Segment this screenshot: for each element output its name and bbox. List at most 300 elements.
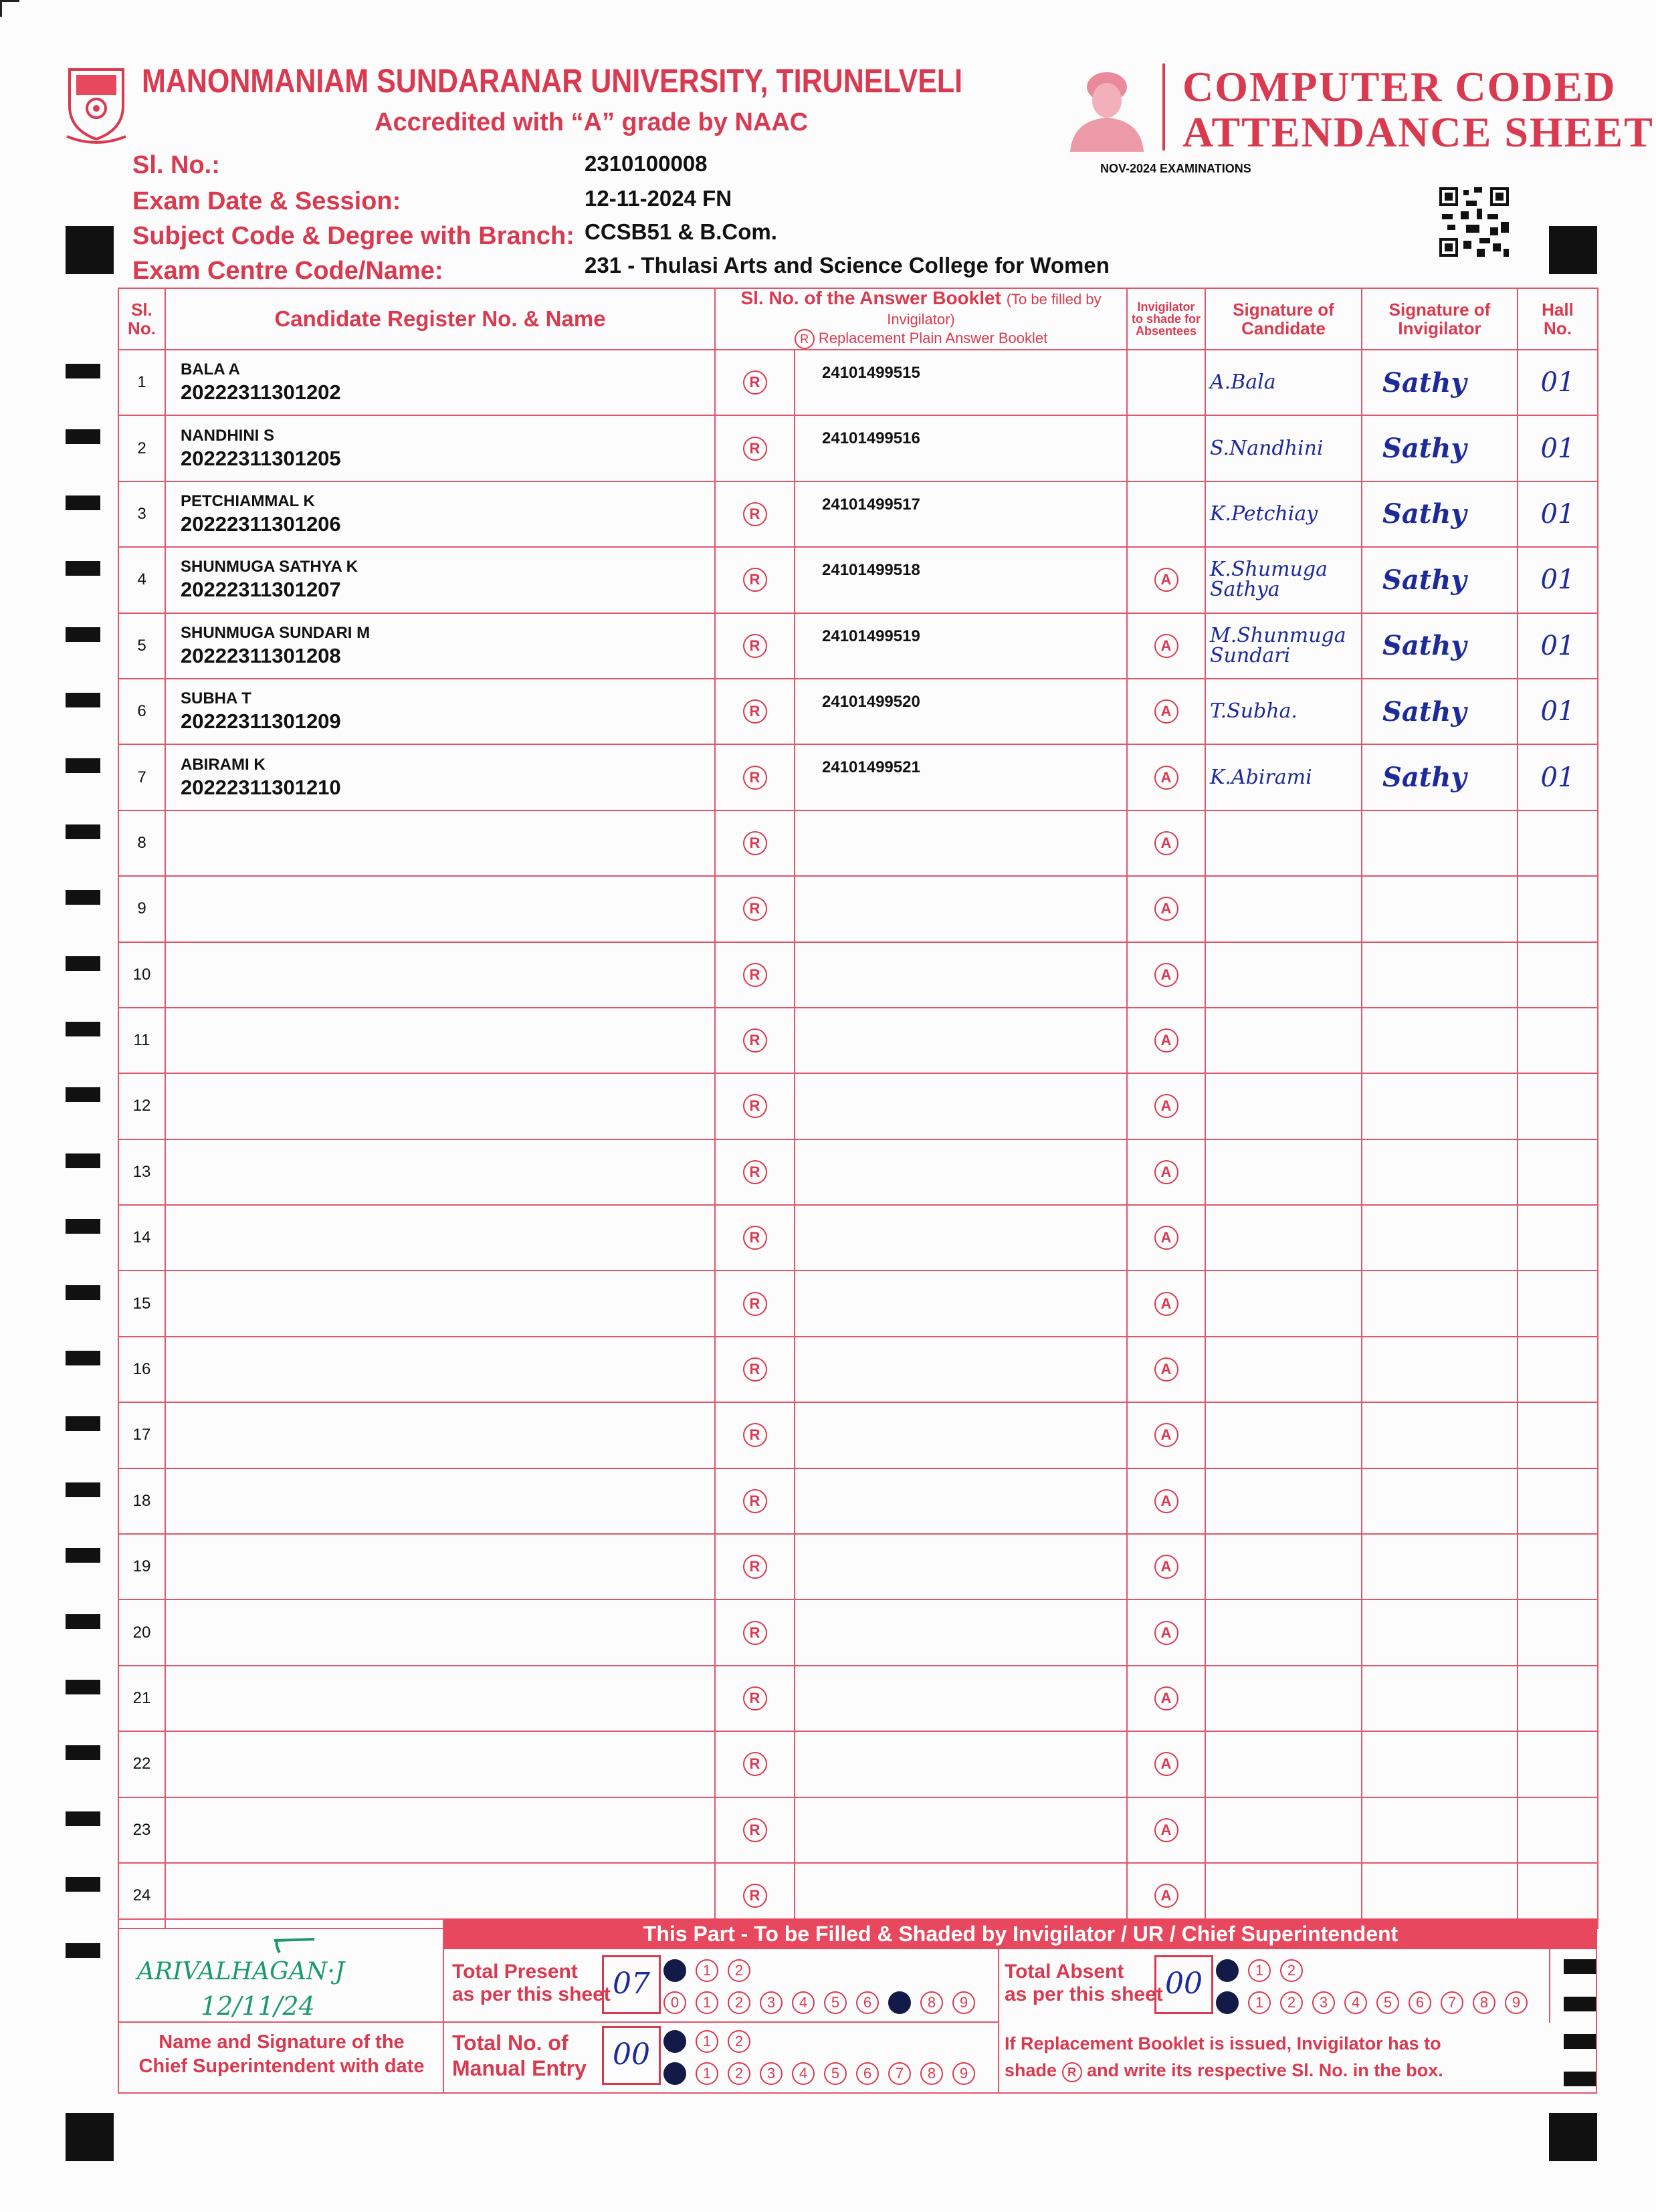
total-absent-tens-bubbles[interactable] bbox=[1216, 1959, 1312, 1982]
digit-bubble[interactable]: 8 bbox=[920, 1991, 943, 2014]
digit-bubble[interactable]: 5 bbox=[824, 1991, 847, 2014]
replacement-bubble[interactable]: R bbox=[743, 634, 767, 658]
candidate-register-no: 20222311301209 bbox=[181, 709, 341, 734]
exam-date-label: Exam Date & Session: bbox=[132, 187, 401, 215]
replacement-bubble-cell[interactable] bbox=[715, 1139, 795, 1205]
table-row bbox=[118, 415, 1598, 481]
digit-bubble[interactable]: 0 bbox=[1216, 1959, 1239, 1982]
header-invigilator-absentees: Invigilator to shade for Absentees bbox=[1127, 288, 1205, 350]
table-row bbox=[118, 810, 1598, 876]
digit-bubble[interactable]: 9 bbox=[1505, 1991, 1528, 2014]
subject-label: Subject Code & Degree with Branch: bbox=[132, 222, 575, 250]
digit-bubble[interactable]: 0 bbox=[663, 2062, 686, 2085]
hall-no bbox=[1518, 1205, 1598, 1270]
invigilator-signature: Sathy bbox=[1362, 744, 1518, 810]
candidate-cell bbox=[165, 1599, 715, 1665]
timing-mark bbox=[66, 1943, 100, 1958]
digit-bubble[interactable]: 9 bbox=[952, 1991, 975, 2014]
booklet-no[interactable] bbox=[795, 1073, 1127, 1139]
replacement-bubble[interactable]: R bbox=[743, 1226, 767, 1250]
digit-bubble[interactable]: 0 bbox=[663, 1991, 686, 2014]
digit-bubble[interactable]: 1 bbox=[1248, 1959, 1271, 1982]
digit-bubble[interactable]: 4 bbox=[792, 2062, 815, 2085]
table-row bbox=[118, 350, 1598, 415]
replacement-bubble[interactable]: R bbox=[743, 1555, 767, 1579]
subject-value: CCSB51 & B.Com. bbox=[585, 219, 777, 244]
booklet-no[interactable] bbox=[795, 1731, 1127, 1797]
absentee-bubble[interactable]: A bbox=[1154, 1028, 1178, 1053]
replacement-bubble[interactable]: R bbox=[743, 502, 767, 526]
candidate-name: SHUNMUGA SATHYA K bbox=[181, 558, 358, 576]
booklet-no[interactable] bbox=[795, 1402, 1127, 1468]
total-present-tens-bubbles[interactable] bbox=[663, 1959, 760, 1982]
table-row bbox=[118, 613, 1598, 679]
replacement-bubble-cell[interactable] bbox=[715, 744, 795, 810]
replacement-bubble-cell[interactable] bbox=[715, 1402, 795, 1468]
digit-bubble[interactable]: 2 bbox=[1280, 1959, 1303, 1982]
timing-mark bbox=[66, 1219, 100, 1234]
absentee-bubble-cell[interactable] bbox=[1127, 876, 1205, 942]
replacement-bubble-cell[interactable] bbox=[715, 1534, 795, 1599]
absentee-bubble[interactable]: A bbox=[1154, 831, 1178, 855]
timing-mark bbox=[66, 1548, 100, 1563]
replacement-bubble[interactable]: R bbox=[743, 1357, 767, 1381]
booklet-no[interactable] bbox=[795, 1008, 1127, 1073]
table-row bbox=[118, 942, 1598, 1008]
absentee-bubble-cell[interactable] bbox=[1127, 679, 1205, 744]
absentee-bubble-cell[interactable] bbox=[1127, 744, 1205, 810]
absentee-bubble-cell[interactable] bbox=[1127, 1402, 1205, 1468]
absentee-bubble[interactable]: A bbox=[1154, 1621, 1178, 1645]
replacement-bubble[interactable]: R bbox=[743, 1094, 767, 1118]
centre-value: 231 - Thulasi Arts and Science College for Women bbox=[585, 253, 1110, 278]
candidate-signature bbox=[1205, 1534, 1362, 1599]
booklet-no[interactable] bbox=[795, 1139, 1127, 1205]
booklet-no[interactable]: 24101499519 bbox=[795, 613, 1127, 679]
absentee-bubble[interactable]: A bbox=[1154, 1884, 1178, 1908]
invigilator-signature: Sathy bbox=[1362, 350, 1518, 415]
absentee-bubble-cell[interactable] bbox=[1127, 1666, 1205, 1731]
candidate-cell bbox=[165, 481, 715, 547]
replacement-bubble[interactable]: R bbox=[743, 1621, 767, 1645]
r-icon: R bbox=[1062, 2062, 1082, 2082]
digit-bubble[interactable]: 5 bbox=[824, 2062, 847, 2085]
candidate-cell bbox=[165, 876, 715, 942]
candidate-cell bbox=[165, 547, 715, 613]
replacement-bubble[interactable]: R bbox=[743, 897, 767, 921]
hall-no bbox=[1518, 1402, 1598, 1468]
invigilator-signature bbox=[1362, 876, 1518, 942]
candidate-register-no: 20222311301208 bbox=[181, 643, 341, 667]
digit-bubble[interactable]: 1 bbox=[696, 1991, 718, 2014]
absentee-bubble-cell[interactable] bbox=[1127, 1270, 1205, 1336]
candidate-signature bbox=[1205, 810, 1362, 876]
replacement-bubble[interactable]: R bbox=[743, 370, 767, 395]
digit-bubble[interactable]: 2 bbox=[728, 2062, 750, 2085]
registration-mark bbox=[1549, 2113, 1597, 2161]
candidate-cell bbox=[165, 1468, 715, 1534]
absentee-bubble-cell[interactable] bbox=[1127, 1139, 1205, 1205]
row-sl-no: 13 bbox=[118, 1139, 165, 1205]
replacement-bubble-cell[interactable] bbox=[715, 1270, 795, 1336]
table-row bbox=[118, 876, 1598, 942]
invigilator-signature bbox=[1362, 1205, 1518, 1270]
digit-bubble[interactable]: 0 bbox=[1216, 1991, 1239, 2014]
table-row bbox=[118, 1534, 1598, 1599]
hall-no: 01 bbox=[1518, 679, 1598, 744]
digit-bubble[interactable]: 0 bbox=[663, 2030, 686, 2053]
invigilator-signature: Sathy bbox=[1362, 547, 1518, 613]
replacement-bubble-cell[interactable] bbox=[715, 1008, 795, 1073]
qr-code-icon bbox=[1439, 187, 1509, 257]
digit-bubble[interactable]: 7 bbox=[888, 2062, 911, 2085]
table-row bbox=[118, 547, 1598, 613]
replacement-bubble-cell[interactable] bbox=[715, 1599, 795, 1665]
invigilator-signature: Sathy bbox=[1362, 679, 1518, 744]
row-sl-no: 5 bbox=[118, 613, 165, 679]
absentee-bubble-cell[interactable] bbox=[1127, 942, 1205, 1008]
digit-bubble[interactable]: 5 bbox=[1376, 1991, 1399, 2014]
replacement-bubble-cell[interactable] bbox=[715, 1666, 795, 1731]
replacement-bubble[interactable]: R bbox=[743, 1423, 767, 1447]
booklet-no[interactable] bbox=[795, 1797, 1127, 1863]
absentee-bubble-cell[interactable] bbox=[1127, 1468, 1205, 1534]
panel-mid-vline bbox=[998, 1949, 999, 2023]
candidate-signature: S.Nandhini bbox=[1205, 415, 1362, 481]
replacement-bubble-cell[interactable] bbox=[715, 876, 795, 942]
replacement-bubble-cell[interactable] bbox=[715, 1073, 795, 1139]
absentee-bubble[interactable]: A bbox=[1154, 897, 1178, 921]
booklet-no[interactable] bbox=[795, 1666, 1127, 1731]
panel-title: This Part - To be Filled & Shaded by Invigilator / UR / Chief Superintendent bbox=[444, 1918, 1597, 1949]
replacement-bubble[interactable]: R bbox=[743, 1160, 767, 1184]
hall-no bbox=[1518, 876, 1598, 942]
row-sl-no: 16 bbox=[118, 1337, 165, 1402]
manual-box-outline bbox=[444, 2021, 999, 2094]
absentee-bubble[interactable]: A bbox=[1154, 766, 1178, 790]
replacement-bubble-cell[interactable] bbox=[715, 481, 795, 547]
replacement-bubble[interactable]: R bbox=[743, 766, 767, 790]
replacement-bubble[interactable]: R bbox=[743, 1292, 767, 1316]
booklet-no[interactable]: 24101499516 bbox=[795, 415, 1127, 481]
invigilator-signature bbox=[1362, 1468, 1518, 1534]
booklet-no[interactable] bbox=[795, 1337, 1127, 1402]
exam-session-label: NOV-2024 EXAMINATIONS bbox=[1100, 162, 1251, 175]
absentee-bubble-cell[interactable] bbox=[1127, 1073, 1205, 1139]
booklet-no[interactable]: 24101499517 bbox=[795, 481, 1127, 547]
booklet-no[interactable]: 24101499515 bbox=[795, 350, 1127, 415]
row-sl-no: 1 bbox=[118, 350, 165, 415]
booklet-no[interactable]: 24101499520 bbox=[795, 679, 1127, 744]
row-sl-no: 18 bbox=[118, 1468, 165, 1534]
replacement-bubble-cell[interactable] bbox=[715, 679, 795, 744]
timing-mark bbox=[66, 1416, 100, 1431]
candidate-signature bbox=[1205, 876, 1362, 942]
table-row bbox=[118, 1205, 1598, 1270]
replacement-bubble-cell[interactable] bbox=[715, 415, 795, 481]
invigilator-signature bbox=[1362, 942, 1518, 1008]
candidate-cell bbox=[165, 679, 715, 744]
candidate-signature: K.Abirami bbox=[1205, 744, 1362, 810]
absentee-bubble[interactable]: A bbox=[1154, 568, 1178, 592]
booklet-no[interactable] bbox=[795, 942, 1127, 1008]
row-sl-no: 2 bbox=[118, 415, 165, 481]
digit-bubble[interactable]: 1 bbox=[1248, 1991, 1271, 2014]
absentee-bubble[interactable]: A bbox=[1154, 1094, 1178, 1118]
invigilator-signature bbox=[1362, 1337, 1518, 1402]
booklet-no[interactable] bbox=[795, 1270, 1127, 1336]
booklet-no[interactable] bbox=[795, 1599, 1127, 1665]
row-sl-no: 21 bbox=[118, 1666, 165, 1731]
absentee-bubble[interactable]: A bbox=[1154, 634, 1178, 658]
sl-no-label: Sl. No.: bbox=[132, 151, 220, 179]
digit-bubble[interactable]: 3 bbox=[760, 1991, 783, 2014]
absentee-bubble-cell[interactable] bbox=[1127, 1534, 1205, 1599]
founder-portrait-icon bbox=[1063, 62, 1150, 152]
candidate-signature bbox=[1205, 1666, 1362, 1731]
exam-date-value: 12-11-2024 FN bbox=[585, 186, 732, 211]
chief-signature-date: 12/11/24 bbox=[201, 1991, 315, 2021]
timing-mark bbox=[66, 364, 100, 378]
table-row bbox=[118, 679, 1598, 744]
candidate-signature bbox=[1205, 1270, 1362, 1336]
university-emblem-icon bbox=[66, 64, 127, 144]
hall-no bbox=[1518, 1599, 1598, 1665]
booklet-no[interactable]: 24101499521 bbox=[795, 744, 1127, 810]
digit-bubble[interactable]: 2 bbox=[728, 1959, 750, 1982]
absentee-bubble[interactable]: A bbox=[1154, 1752, 1178, 1776]
table-row bbox=[118, 1731, 1598, 1797]
digit-bubble[interactable]: 2 bbox=[728, 1991, 750, 2014]
replacement-bubble-cell[interactable] bbox=[715, 810, 795, 876]
hall-no bbox=[1518, 1139, 1598, 1205]
replacement-bubble[interactable]: R bbox=[743, 1028, 767, 1053]
digit-bubble[interactable]: 7 bbox=[888, 1991, 911, 2014]
absentee-bubble-cell[interactable] bbox=[1127, 810, 1205, 876]
absentee-bubble-cell[interactable] bbox=[1127, 1337, 1205, 1402]
digit-bubble[interactable]: 4 bbox=[1344, 1991, 1367, 2014]
timing-mark bbox=[66, 1087, 100, 1102]
hall-no bbox=[1518, 810, 1598, 876]
digit-bubble[interactable]: 8 bbox=[920, 2062, 943, 2085]
hall-no: 01 bbox=[1518, 744, 1598, 810]
candidate-signature: K.Shumuga Sathya bbox=[1205, 547, 1362, 613]
replacement-bubble[interactable]: R bbox=[743, 437, 767, 461]
invigilator-signature bbox=[1362, 1270, 1518, 1336]
absentee-bubble[interactable]: A bbox=[1154, 963, 1178, 987]
digit-bubble[interactable]: 6 bbox=[1409, 1991, 1431, 2014]
replacement-bubble-cell[interactable] bbox=[715, 547, 795, 613]
digit-bubble[interactable]: 1 bbox=[696, 2030, 718, 2053]
digit-bubble[interactable]: 6 bbox=[856, 2062, 879, 2085]
absentee-bubble-cell[interactable] bbox=[1127, 547, 1205, 613]
absentee-bubble[interactable]: A bbox=[1154, 1489, 1178, 1513]
candidate-cell bbox=[165, 1666, 715, 1731]
candidate-signature bbox=[1205, 1205, 1362, 1270]
timing-mark bbox=[66, 1285, 100, 1300]
absentee-bubble[interactable]: A bbox=[1154, 1226, 1178, 1250]
candidate-cell bbox=[165, 1337, 715, 1402]
chief-signature-name: ARIVALHAGAN·J bbox=[137, 1958, 345, 1985]
replacement-bubble-cell[interactable] bbox=[715, 1797, 795, 1863]
absentee-bubble[interactable]: A bbox=[1154, 1686, 1178, 1710]
manual-entry-box[interactable]: 00 bbox=[602, 2026, 661, 2085]
booklet-no[interactable]: 24101499518 bbox=[795, 547, 1127, 613]
header-booklet: Sl. No. of the Answer Booklet (To be filled by Invigilator) R Replacement Plain Answer Booklet bbox=[715, 288, 1127, 350]
sheet-title-line-2: ATTENDANCE SHEET bbox=[1182, 108, 1654, 156]
replacement-bubble[interactable]: R bbox=[743, 831, 767, 855]
absentee-bubble-cell[interactable] bbox=[1127, 1797, 1205, 1863]
row-sl-no: 23 bbox=[118, 1797, 165, 1863]
replacement-bubble-cell[interactable] bbox=[715, 942, 795, 1008]
hall-no bbox=[1518, 1008, 1598, 1073]
absentee-bubble[interactable]: A bbox=[1154, 1160, 1178, 1184]
candidate-register-no: 20222311301202 bbox=[181, 380, 341, 405]
replacement-bubble[interactable]: R bbox=[743, 1686, 767, 1710]
timing-mark bbox=[66, 1153, 100, 1168]
row-sl-no: 15 bbox=[118, 1270, 165, 1336]
absentee-bubble[interactable]: A bbox=[1154, 699, 1178, 724]
row-sl-no: 20 bbox=[118, 1599, 165, 1665]
candidate-register-no: 20222311301205 bbox=[181, 446, 341, 470]
timing-mark bbox=[66, 956, 100, 971]
sheet-title bbox=[1182, 64, 1654, 155]
header-sl-no: Sl. No. bbox=[118, 288, 165, 350]
replacement-bubble[interactable]: R bbox=[743, 568, 767, 592]
header-signature-candidate: Signature of Candidate bbox=[1205, 288, 1362, 350]
hall-no bbox=[1518, 1666, 1598, 1731]
hall-no bbox=[1518, 942, 1598, 1008]
replacement-bubble[interactable]: R bbox=[743, 1752, 767, 1776]
header-signature-invigilator: Signature of Invigilator bbox=[1362, 288, 1518, 350]
absentee-bubble-cell[interactable] bbox=[1127, 1599, 1205, 1665]
chief-label: Name and Signature of the Chief Superintendent with date bbox=[138, 2031, 425, 2077]
digit-bubble[interactable]: 1 bbox=[696, 2062, 718, 2085]
booklet-no[interactable] bbox=[795, 1468, 1127, 1534]
candidate-cell bbox=[165, 1797, 715, 1863]
absentee-bubble-cell[interactable] bbox=[1127, 613, 1205, 679]
replacement-bubble[interactable]: R bbox=[743, 1818, 767, 1842]
row-sl-no: 4 bbox=[118, 547, 165, 613]
absentee-bubble[interactable]: A bbox=[1154, 1357, 1178, 1381]
total-present-box[interactable]: 07 bbox=[602, 1955, 661, 2014]
candidate-cell bbox=[165, 1008, 715, 1073]
absentee-bubble[interactable]: A bbox=[1154, 1292, 1178, 1316]
table-row bbox=[118, 1008, 1598, 1073]
candidate-signature bbox=[1205, 1073, 1362, 1139]
attendance-table bbox=[118, 288, 1597, 1917]
digit-bubble[interactable]: 3 bbox=[760, 2062, 783, 2085]
candidate-signature bbox=[1205, 1599, 1362, 1665]
absentee-bubble-cell[interactable] bbox=[1127, 1731, 1205, 1797]
row-sl-no: 14 bbox=[118, 1205, 165, 1270]
booklet-no[interactable] bbox=[795, 810, 1127, 876]
total-absent-units-bubbles[interactable] bbox=[1216, 1991, 1537, 2014]
absentee-bubble-cell[interactable] bbox=[1127, 415, 1205, 481]
replacement-bubble-cell[interactable] bbox=[715, 1731, 795, 1797]
digit-bubble[interactable]: 2 bbox=[1280, 1991, 1303, 2014]
replacement-bubble-cell[interactable] bbox=[715, 1205, 795, 1270]
digit-bubble[interactable]: 2 bbox=[728, 2030, 750, 2053]
digit-bubble[interactable]: 8 bbox=[1473, 1991, 1495, 2014]
table-row bbox=[118, 1402, 1598, 1468]
timing-mark bbox=[66, 890, 100, 905]
row-sl-no: 11 bbox=[118, 1008, 165, 1073]
booklet-no[interactable] bbox=[795, 1205, 1127, 1270]
absentee-bubble[interactable]: A bbox=[1154, 1818, 1178, 1842]
table-row bbox=[118, 1666, 1598, 1731]
registration-mark bbox=[66, 2113, 114, 2161]
candidate-signature bbox=[1205, 942, 1362, 1008]
row-sl-no: 9 bbox=[118, 876, 165, 942]
absentee-bubble-cell[interactable] bbox=[1127, 1008, 1205, 1073]
row-sl-no: 8 bbox=[118, 810, 165, 876]
candidate-cell bbox=[165, 1139, 715, 1205]
booklet-no[interactable] bbox=[795, 1534, 1127, 1599]
total-absent-box[interactable]: 00 bbox=[1154, 1955, 1213, 2014]
absentee-bubble[interactable]: A bbox=[1154, 1555, 1178, 1579]
timing-mark bbox=[66, 1745, 100, 1760]
digit-bubble[interactable]: 6 bbox=[856, 1991, 879, 2014]
digit-bubble[interactable]: 1 bbox=[696, 1959, 718, 1982]
registration-mark bbox=[66, 226, 114, 274]
candidate-register-no: 20222311301206 bbox=[181, 512, 341, 536]
table-row bbox=[118, 1139, 1598, 1205]
replacement-bubble-cell[interactable] bbox=[715, 1337, 795, 1402]
candidate-signature: K.Petchiay bbox=[1205, 481, 1362, 547]
digit-bubble[interactable]: 9 bbox=[952, 2062, 975, 2085]
replacement-bubble[interactable]: R bbox=[743, 1489, 767, 1513]
candidate-signature: M.Shunmuga Sundari bbox=[1205, 613, 1362, 679]
timing-mark bbox=[66, 1614, 100, 1629]
row-sl-no: 10 bbox=[118, 942, 165, 1008]
hall-no bbox=[1518, 1337, 1598, 1402]
replacement-bubble-cell[interactable] bbox=[715, 613, 795, 679]
digit-bubble[interactable]: 4 bbox=[792, 1991, 815, 2014]
replacement-bubble[interactable]: R bbox=[743, 1884, 767, 1908]
timing-mark bbox=[66, 1680, 100, 1694]
invigilator-signature bbox=[1362, 1666, 1518, 1731]
digit-bubble[interactable]: 3 bbox=[1312, 1991, 1335, 2014]
booklet-no[interactable] bbox=[795, 876, 1127, 942]
hall-no bbox=[1518, 1468, 1598, 1534]
chief-box-hline bbox=[118, 2021, 444, 2023]
candidate-name: PETCHIAMMAL K bbox=[181, 491, 315, 510]
replacement-bubble[interactable]: R bbox=[743, 699, 767, 724]
header-hall-no: Hall No. bbox=[1518, 288, 1598, 350]
manual-entry-label: Total No. of Manual Entry bbox=[452, 2031, 587, 2080]
absentee-bubble-cell[interactable] bbox=[1127, 481, 1205, 547]
candidate-cell bbox=[165, 415, 715, 481]
hall-no: 01 bbox=[1518, 350, 1598, 415]
candidate-cell bbox=[165, 350, 715, 415]
table-row bbox=[118, 1337, 1598, 1402]
absentee-bubble-cell[interactable] bbox=[1127, 1205, 1205, 1270]
replacement-bubble-cell[interactable] bbox=[715, 1468, 795, 1534]
absentee-bubble[interactable]: A bbox=[1154, 1423, 1178, 1447]
timing-mark bbox=[66, 627, 100, 642]
digit-bubble[interactable]: 0 bbox=[663, 1959, 686, 1982]
digit-bubble[interactable]: 7 bbox=[1441, 1991, 1463, 2014]
total-present-units-bubbles[interactable] bbox=[663, 1991, 985, 2014]
candidate-cell bbox=[165, 1270, 715, 1336]
row-sl-no: 3 bbox=[118, 481, 165, 547]
replacement-bubble[interactable]: R bbox=[743, 963, 767, 987]
candidate-name: NANDHINI S bbox=[181, 426, 275, 445]
invigilator-signature bbox=[1362, 1797, 1518, 1863]
replacement-bubble-cell[interactable] bbox=[715, 350, 795, 415]
absentee-bubble-cell[interactable] bbox=[1127, 350, 1205, 415]
